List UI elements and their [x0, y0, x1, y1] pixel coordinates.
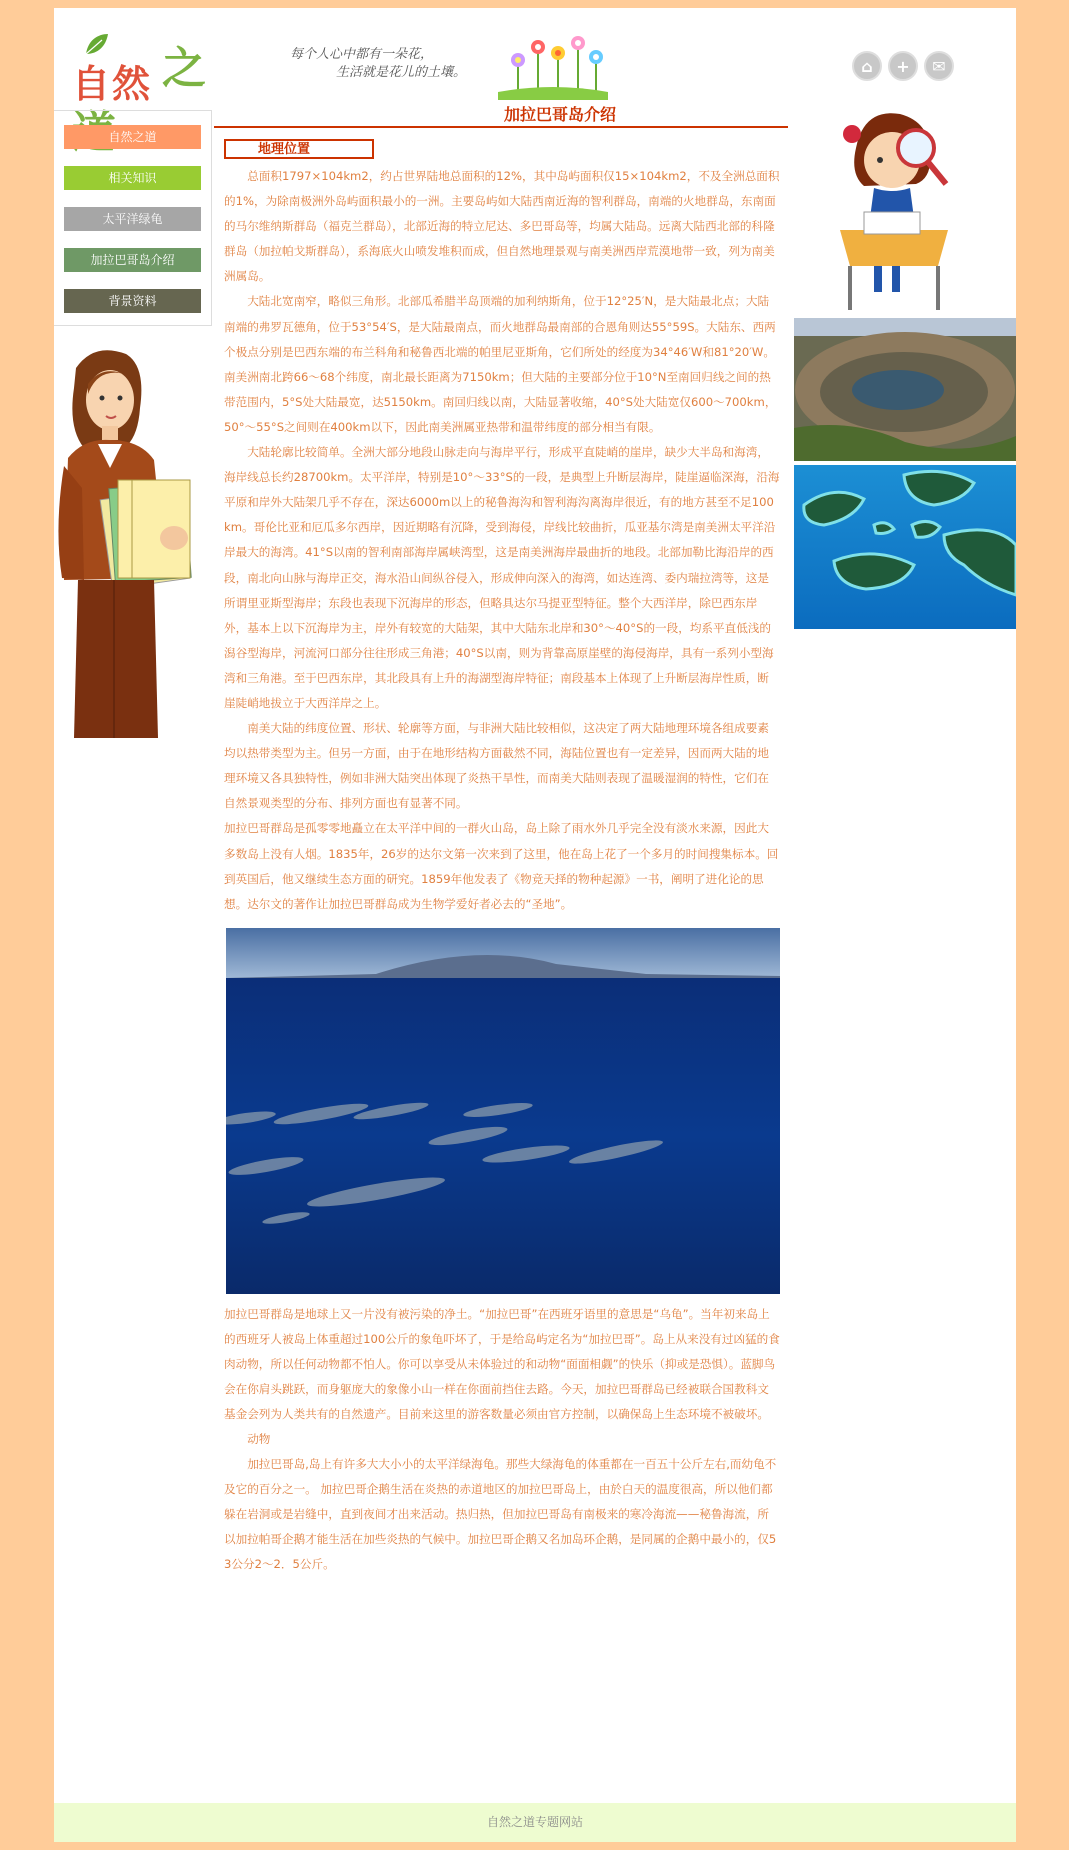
mail-icon[interactable]: ✉ — [924, 51, 954, 81]
header — [54, 8, 1016, 104]
page — [54, 8, 1016, 1842]
nav-item-galapagos[interactable]: 加拉巴哥岛介绍 — [64, 248, 201, 272]
footer: 自然之道专题网站 — [54, 1803, 1016, 1842]
paragraph: 加拉巴哥群岛是孤零零地矗立在太平洋中间的一群火山岛，岛上除了雨水外几乎完全没有淡水来源，因此大多数岛上没有人烟。1835年，26岁的达尔文第一次来到了这里，他在岛上花了一个多月的时间搜集标本。回到英国后，他又继续生态方面的研究。1859年他发表了《物竞天择的物种起源》一书，阐明了进化论的思想。达尔文的著作让加拉巴哥群岛成为生物学爱好者必去的“圣地”。 — [224, 821, 779, 911]
crater-photo — [794, 318, 1016, 461]
paragraph: 总面积1797×104km2，约占世界陆地总面积的12%，其中岛屿面积仅15×104km2，不及全洲总面积的1%，为除南极洲外岛屿面积最小的一洲。主要岛屿如大陆西南近海的智利群岛，南端的火地群岛，东南面的马尔维纳斯群岛（福克兰群岛），北部近海的特立尼达、多巴哥岛等，均属大陆岛。远离大陆西北部的科隆群岛（加拉帕戈斯群岛），系海底火山喷发堆积而成，但自然地理景观与南美洲西岸荒漠地带一致，列为南美洲属岛。 — [224, 169, 780, 284]
woman-illustration — [54, 348, 214, 738]
subheading-animals: 动物 — [247, 1431, 271, 1446]
nav-item-knowledge[interactable]: 相关知识 — [64, 166, 201, 190]
paragraph: 加拉巴哥岛,岛上有许多大大小小的太平洋绿海龟。那些大绿海龟的体重都在一百五十公斤左右,而幼龟不及它的百分之一。 加拉巴哥企鹅生活在炎热的赤道地区的加拉巴哥岛上，由於白天的温度很高，所以他们都躲在岩洞或是岩缝中，直到夜间才出来活动。热归热，但加拉巴哥岛有南极来的寒冷海流——秘鲁海流，所以加拉帕哥企鹅才能生活在加些炎热的气候中。加拉巴哥企鹅又名加岛环企鹅，是同属的企鹅中最小的，仅53公分2～2．5公斤。 — [224, 1456, 777, 1571]
paragraph: 加拉巴哥群岛是地球上又一片没有被污染的净土。“加拉巴哥”在西班牙语里的意思是“乌龟”。当年初来岛上的西班牙人被岛上体重超过100公斤的象龟吓坏了，于是给岛屿定名为“加拉巴哥”。岛上从来没有过凶猛的食肉动物，所以任何动物都不怕人。你可以享受从未体验过的和动物“面面相觑”的快乐（抑或是恐惧）。蓝脚鸟会在你肩头跳跃，而身躯庞大的象像小山一样在你面前挡住去路。今天，加拉巴哥群岛已经被联合国教科文基金会列为人类共有的自然遗产。目前来这里的游客数量必须由官方控制，以确保岛上生态环境不被破坏。 — [224, 1306, 780, 1421]
site-logo[interactable] — [62, 18, 232, 106]
header-icons — [852, 51, 954, 81]
flowers-icon — [498, 30, 608, 100]
ocean-photo — [226, 928, 780, 1294]
title-divider — [214, 126, 788, 128]
nav-item-turtle[interactable]: 太平洋绿龟 — [64, 207, 201, 231]
add-icon[interactable]: + — [888, 51, 918, 81]
main-content — [214, 104, 846, 1577]
article-body — [224, 164, 780, 917]
article-body-2 — [224, 1302, 780, 1577]
slogan-line-1: 每个人心中都有一朵花， — [290, 47, 434, 62]
logo-text-b: 之 — [162, 43, 209, 94]
paragraph: 南美大陆的纬度位置、形状、轮廓等方面，与非洲大陆比较相似，这决定了两大陆地理环境各组成要素均以热带类型为主。但另一方面，由于在地形结构方面截然不同，海陆位置也有一定差异，因而两大陆的地理环境又各具独特性，例如非洲大陆突出体现了炎热干旱性，而南美大陆则表现了温暖湿润的特性，它们在自然景观类型的分布、排列方面也有显著不同。 — [224, 721, 769, 811]
paragraph: 大陆轮廓比较简单。全洲大部分地段山脉走向与海岸平行，形成平直陡峭的崖岸，缺少大半岛和海湾，海岸线总长约28700km。太平洋岸，特别是10°～33°S的一段，是典型上升断层海岸，陡崖逼临深海，沿海平原和岸外大陆架几乎不存在，深达6000m以上的秘鲁海沟和智利海沟离海岸很近，有的地方甚至不足100km。哥伦比亚和厄瓜多尔西岸，因近期略有沉降，受到海侵，岸线比较曲折，瓜亚基尔湾是南美洲太平洋沿岸最大的海湾。41°S以南的智利南部海岸属峡湾型，这是南美洲海岸最曲折的地段。北部加勒比海沿岸的西段，南北向山脉与海岸正交，海水沿山间纵谷侵入，形成伸向深入的海湾，如达连湾、委内瑞拉湾等，这是所谓里亚斯型海岸；东段也表现下沉海岸的形态，但略具达尔马提亚型特征。整个大西洋岸，除巴西东岸外，基本上以下沉海岸为主，岸外有较宽的大陆架，其中大陆东北岸和30°～40°S的一段，均系平直低浅的潟谷型海岸，河流河口部分往往形成三角港；40°S以南，则为背靠高原崖壁的海侵海岸，具有一系列小型海湾和三角港。至于巴西东岸，其北段具有上升的海湖型海岸特征；南段基本上体现了上升断层海岸性质，断崖陡峭地拔立于大西洋岸之上。 — [224, 445, 780, 710]
home-icon[interactable]: ⌂ — [852, 51, 882, 81]
section-label: 地理位置 — [224, 139, 374, 159]
islands-photo — [794, 465, 1016, 629]
nav-item-background[interactable]: 背景资料 — [64, 289, 201, 313]
slogan — [290, 46, 466, 82]
page-title: 加拉巴哥岛介绍 — [503, 105, 616, 124]
paragraph: 大陆北宽南窄，略似三角形。北部瓜希腊半岛顶端的加利纳斯角，位于12°25′N，是大陆最北点；大陆南端的弗罗瓦德角，位于53°54′S，是大陆最南点，而火地群岛最南部的合恩角则达55°59S。大陆东、西两个极点分别是巴西东端的布兰科角和秘鲁西北端的帕里尼亚斯角，它们所处的经度为34°46′W和81°20′W。南美洲南北跨66～68个纬度，南北最长距离为7150km；但大陆的主要部分位于10°N至南回归线之间的热带范围内，5°S处大陆最宽，达5150km。南回归线以南，大陆显著收缩，40°S处大陆宽仅600～700km，50°～55°S之间则在400km以下，因此南美洲属亚热带和温带纬度的部分相当有限。 — [224, 294, 777, 434]
slogan-line-2: 生活就是花儿的土壤。 — [336, 65, 467, 80]
logo-text-a: 自然 — [72, 61, 153, 106]
girl-magnifier-illustration — [834, 108, 954, 313]
left-nav — [54, 110, 212, 326]
nav-item-ziran[interactable]: 自然之道 — [64, 125, 201, 149]
